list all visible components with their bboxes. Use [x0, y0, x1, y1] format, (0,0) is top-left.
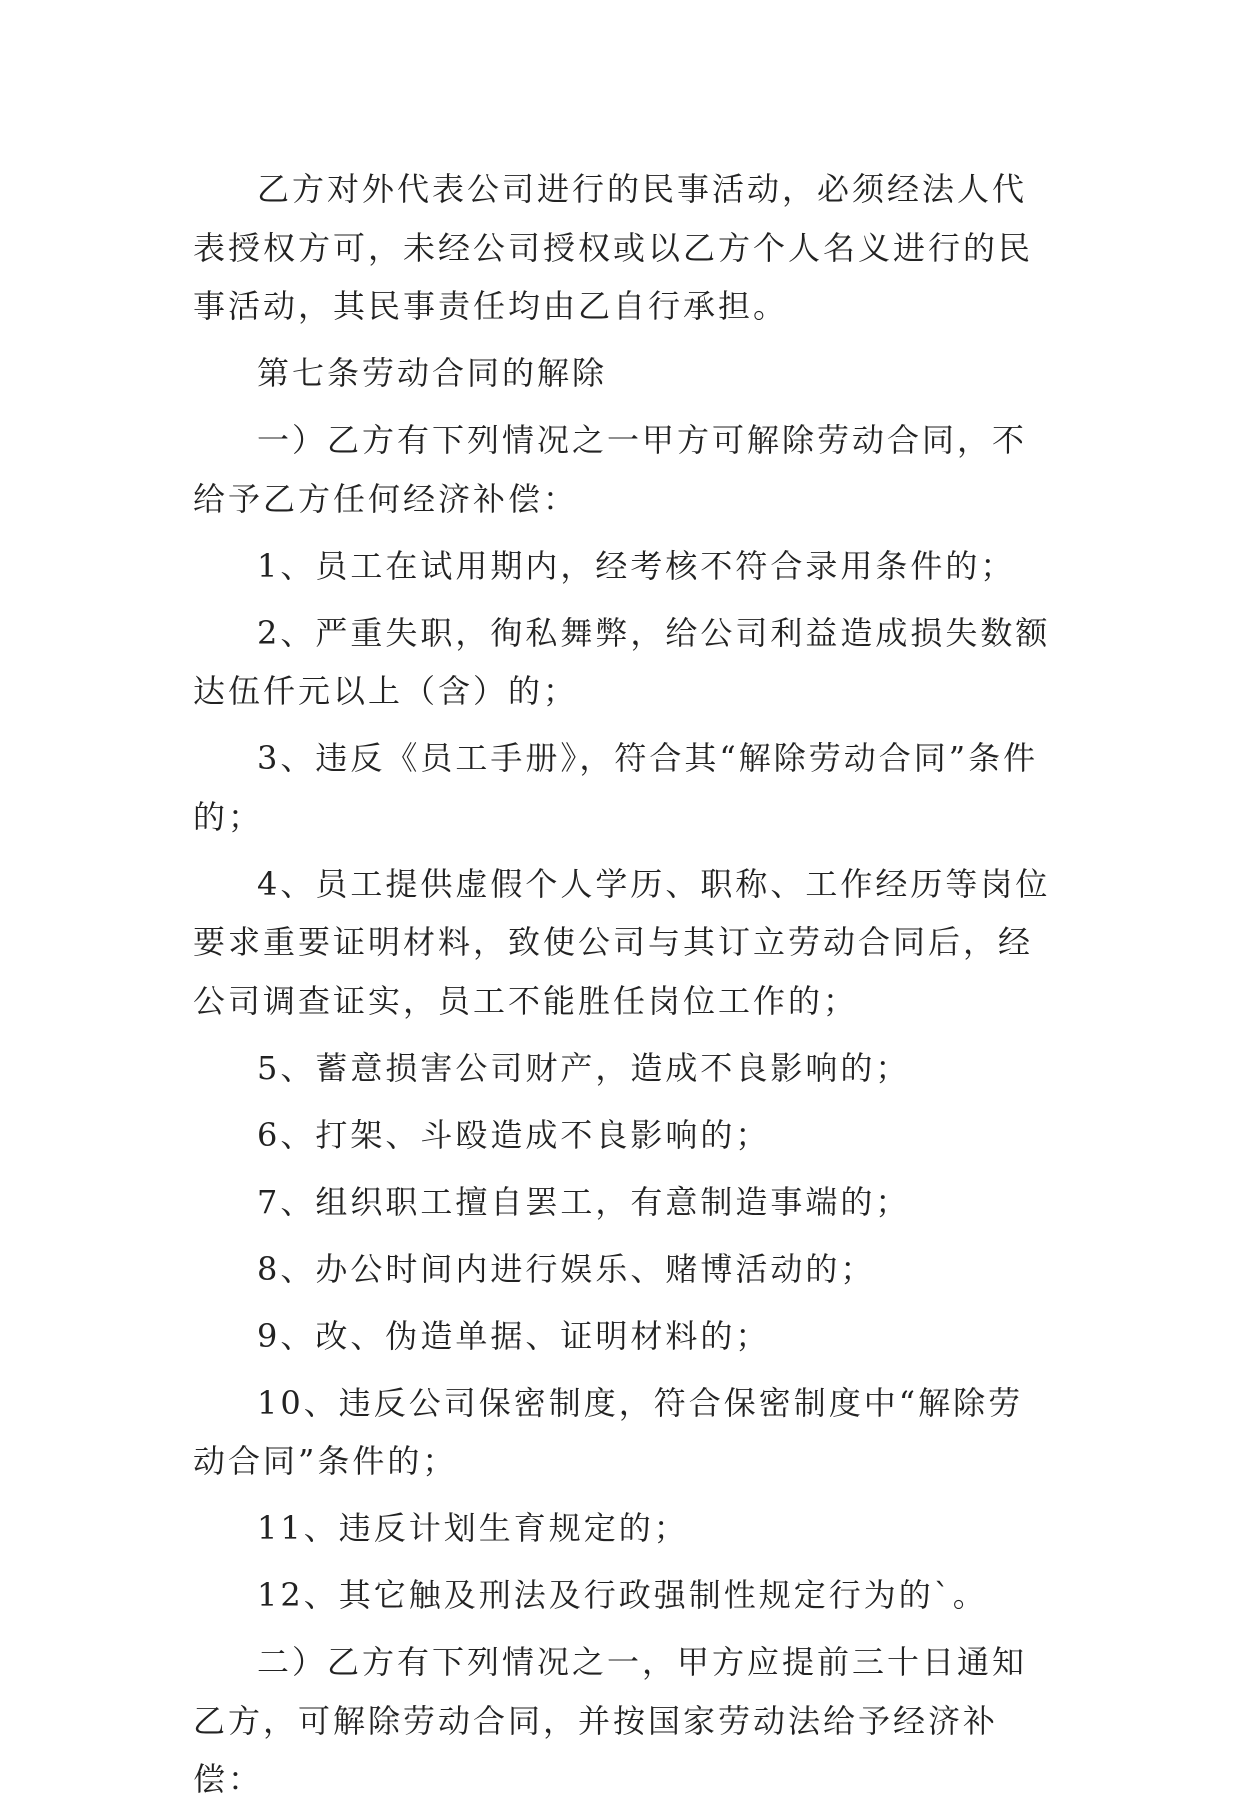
list-item: 5、蓄意损害公司财产，造成不良影响的； [257, 1048, 911, 1087]
list-item: 2、严重失职，徇私舞弊，给公司利益造成损失数额达伍仟元以上（含）的； [193, 613, 1051, 710]
section-heading-article-7: 第七条劳动合同的解除 [257, 354, 608, 392]
list-item: 9、改、伪造单据、证明材料的； [257, 1316, 771, 1355]
clause-2-heading: 二）乙方有下列情况之一，甲方应提前三十日通知乙方，可解除劳动合同，并按国家劳动法给予经济补偿： [193, 1643, 1028, 1798]
list-item: 1、员工在试用期内，经考核不符合录用条件的； [257, 546, 1016, 585]
list-item: 7、组织职工擅自罢工，有意制造事端的； [257, 1182, 911, 1221]
list-item: 6、打架、斗殴造成不良影响的； [257, 1115, 771, 1154]
list-item: 12、其它触及刑法及行政强制性规定行为的`。 [257, 1576, 988, 1614]
list-item: 4、员工提供虚假个人学历、职称、工作经历等岗位要求重要证明材料，致使公司与其订立劳动合同后，经公司调查证实，员工不能胜任岗位工作的； [193, 864, 1051, 1020]
list-item: 10、违反公司保密制度，符合保密制度中“解除劳动合同”条件的； [193, 1383, 1024, 1480]
document-body [193, 160, 1053, 1817]
paragraph-civil-activity: 乙方对外代表公司进行的民事活动，必须经法人代表授权方可，未经公司授权或以乙方个人名义进行的民事活动，其民事责任均由乙自行承担。 [193, 170, 1034, 325]
list-item: 11、违反计划生育规定的； [257, 1509, 689, 1547]
clause-1-heading: 一）乙方有下列情况之一甲方可解除劳动合同，不给予乙方任何经济补偿： [193, 421, 1028, 518]
list-item: 3、违反《员工手册》，符合其“解除劳动合同”条件的； [193, 739, 1039, 836]
list-item: 8、办公时间内进行娱乐、赌博活动的； [257, 1249, 876, 1288]
